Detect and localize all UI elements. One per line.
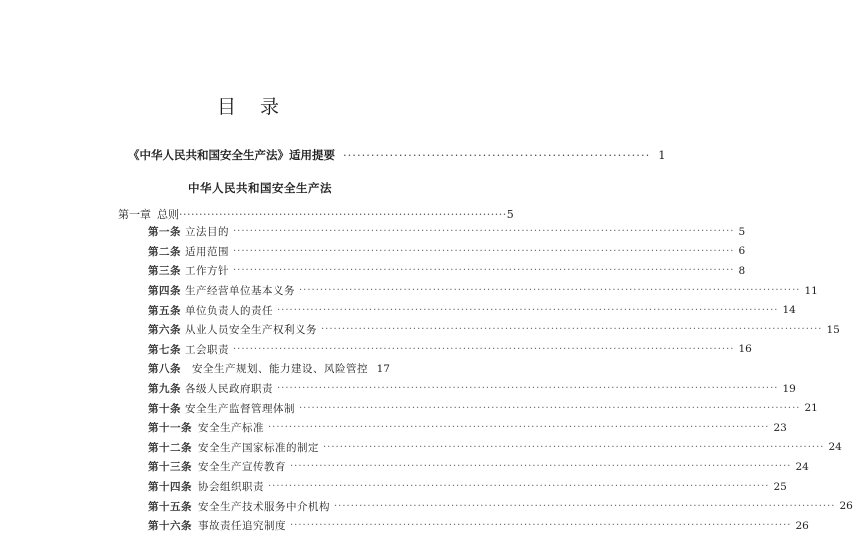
article-page-number: 15 <box>826 323 840 336</box>
toc-entry-article[interactable] <box>148 438 842 458</box>
dot-leader: ························································································································ <box>334 500 836 512</box>
dot-leader: ························································································································ <box>268 422 770 434</box>
chapter-number: 第一章 <box>118 208 151 221</box>
article-title: 协会组织职责 <box>198 481 264 494</box>
toc-entry-intro[interactable] <box>128 147 666 163</box>
article-number: 第四条 <box>148 285 181 298</box>
toc-entry-article[interactable] <box>148 379 796 399</box>
toc-entry-article[interactable] <box>148 398 818 418</box>
article-title: 单位负责人的责任 <box>185 304 273 317</box>
article-title: 安全生产规划、能力建设、风险管控 <box>192 363 368 376</box>
article-page-number: 26 <box>839 500 853 513</box>
chapter-title: 总则 <box>157 208 179 221</box>
toc-entry-article[interactable] <box>148 300 796 320</box>
article-page-number: 5 <box>738 225 746 238</box>
article-page-number: 6 <box>738 245 746 258</box>
toc-entry-article[interactable] <box>148 242 746 262</box>
article-number: 第三条 <box>148 265 181 278</box>
article-page-number: 26 <box>795 519 809 532</box>
dot-leader: ························································································································ <box>233 245 735 257</box>
toc-entry-article[interactable] <box>148 281 818 301</box>
article-number: 第十一条 <box>148 422 192 435</box>
article-number: 第十条 <box>148 402 181 415</box>
article-number: 第十六条 <box>148 520 192 533</box>
article-title: 安全生产国家标准的制定 <box>198 441 319 454</box>
article-title: 适用范围 <box>185 245 229 258</box>
article-number: 第五条 <box>148 304 181 317</box>
intro-page-number: 1 <box>658 148 666 162</box>
article-page-number: 14 <box>782 304 796 317</box>
toc-entry-article[interactable] <box>148 457 809 477</box>
dot-leader: ························································································································ <box>233 226 735 238</box>
article-number: 第十三条 <box>148 461 192 474</box>
article-title: 生产经营单位基本义务 <box>185 285 295 298</box>
toc-entry-article[interactable] <box>148 418 787 438</box>
dot-leader: ························································································································ <box>299 402 801 414</box>
article-number: 第六条 <box>148 324 181 337</box>
toc-title: 目录 <box>216 96 303 118</box>
dot-leader: ························································································································ <box>299 285 801 297</box>
article-list <box>148 222 853 536</box>
dot-leader: ························································································································ <box>268 481 770 493</box>
article-title: 立法目的 <box>185 226 229 239</box>
article-number: 第七条 <box>148 343 181 356</box>
toc-entry-article[interactable] <box>148 496 853 516</box>
toc-entry-article[interactable] <box>148 261 746 281</box>
article-page-number: 23 <box>773 421 787 434</box>
article-page-number: 19 <box>782 382 796 395</box>
dot-leader: ·················································································· <box>179 208 507 221</box>
toc-entry-article[interactable] <box>148 222 746 242</box>
article-number: 第一条 <box>148 226 181 239</box>
dot-leader: ························································································································ <box>290 520 792 532</box>
dot-leader: ························································································································ <box>277 304 779 316</box>
dot-leader: ························································································································ <box>321 324 823 336</box>
article-title: 各级人民政府职责 <box>185 383 273 396</box>
intro-title: 《中华人民共和国安全生产法》适用提要 <box>128 148 335 162</box>
toc-entry-chapter-1[interactable] <box>118 206 514 222</box>
article-title: 工作方针 <box>185 265 229 278</box>
toc-entry-article[interactable] <box>148 320 840 340</box>
dot-leader: ························································································································ <box>277 383 779 395</box>
article-page-number: 25 <box>773 480 787 493</box>
toc-entry-article[interactable] <box>148 477 787 497</box>
article-title: 工会职责 <box>185 343 229 356</box>
article-title: 安全生产监督管理体制 <box>185 402 295 415</box>
article-number: 第十五条 <box>148 500 192 513</box>
article-number: 第十二条 <box>148 441 192 454</box>
toc-entry-article[interactable] <box>148 516 809 536</box>
dot-leader: ························································································································ <box>290 461 792 473</box>
article-page-number: 11 <box>804 284 818 297</box>
article-title: 事故责任追究制度 <box>198 520 286 533</box>
article-number: 第九条 <box>148 383 181 396</box>
article-page-number: 17 <box>376 362 390 375</box>
article-title: 安全生产标准 <box>198 422 264 435</box>
law-heading: 中华人民共和国安全生产法 <box>188 181 332 195</box>
toc-entry-article[interactable] <box>148 359 390 379</box>
article-number: 第十四条 <box>148 481 192 494</box>
article-title: 从业人员安全生产权利义务 <box>185 324 317 337</box>
chapter-page-number: 5 <box>506 208 514 221</box>
dot-leader: ························································································································ <box>233 343 735 355</box>
article-page-number: 21 <box>804 402 818 415</box>
dot-leader: ························································································································ <box>323 441 825 453</box>
toc-entry-article[interactable] <box>148 340 752 360</box>
article-page-number: 24 <box>795 460 809 473</box>
article-page-number: 24 <box>828 441 842 454</box>
article-number: 第二条 <box>148 245 181 258</box>
article-title: 安全生产宣传教育 <box>198 461 286 474</box>
dot-leader: ························································································································ <box>233 265 735 277</box>
article-page-number: 8 <box>738 264 746 277</box>
article-title: 安全生产技术服务中介机构 <box>198 500 330 513</box>
article-number: 第八条 <box>148 363 181 376</box>
dot-leader: ·································································· <box>343 148 651 162</box>
article-page-number: 16 <box>738 343 752 356</box>
